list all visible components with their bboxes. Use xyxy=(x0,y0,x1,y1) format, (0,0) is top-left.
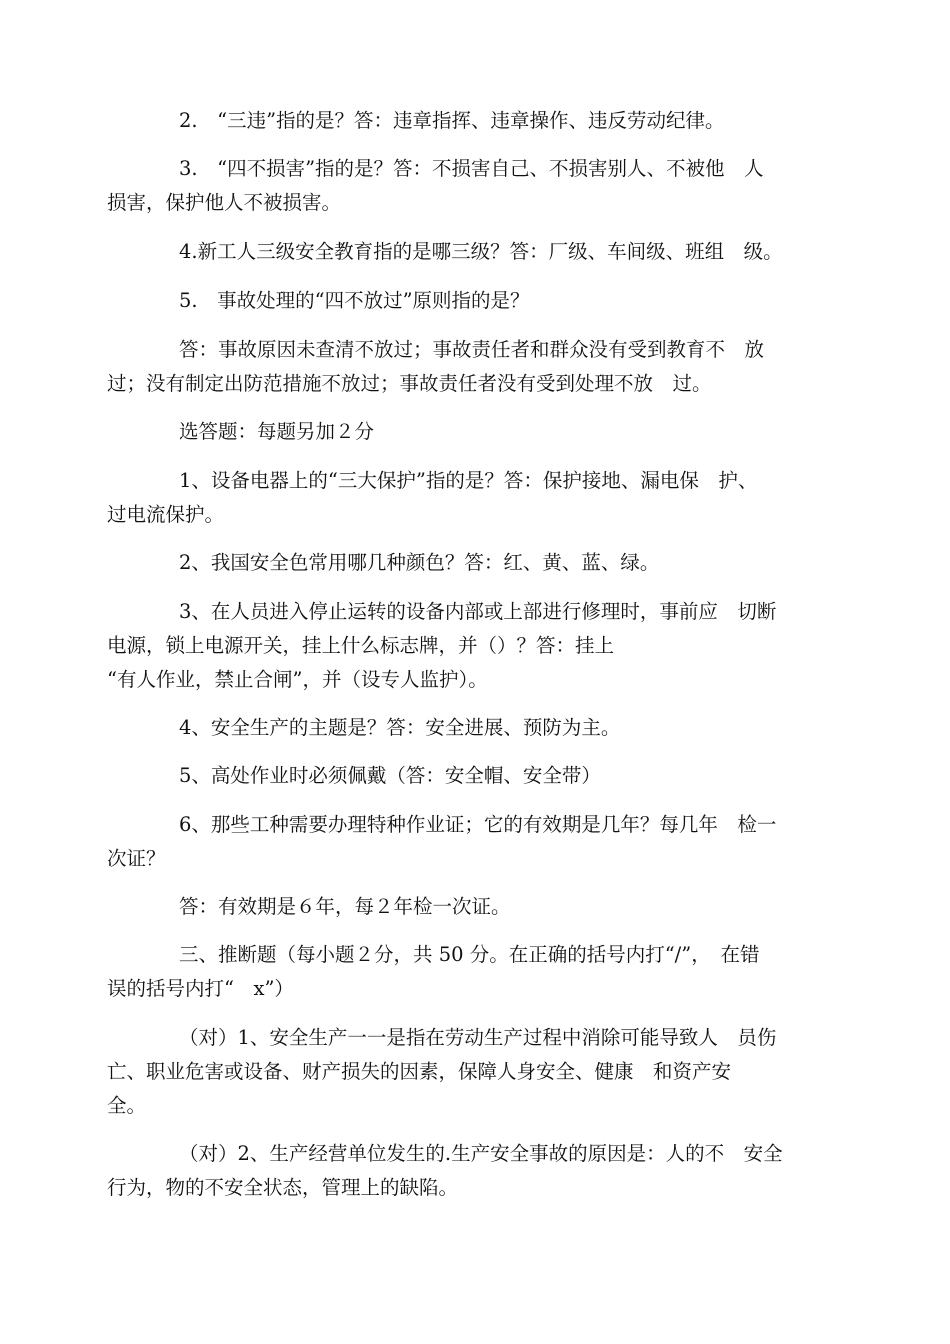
paragraph-line: 三、推断题（每小题２分，共 50 分。在正确的括号内打“/”， 在错 xyxy=(179,943,760,966)
paragraph-16 xyxy=(107,1137,833,1205)
paragraph-line: 6、那些工种需要办理特种作业证；它的有效期是几年？每几年 检一 xyxy=(179,813,777,836)
paragraph-12 xyxy=(107,808,833,876)
paragraph-line: “有人作业，禁止合闸”，并（设专人监护）。 xyxy=(107,668,488,691)
paragraph-line: 2. “三违”指的是？答：违章指挥、违章操作、违反劳动纪律。 xyxy=(179,109,725,132)
paragraph-line: 全。 xyxy=(107,1094,147,1117)
paragraph-line: 1、设备电器上的“三大保护”指的是？答：保护接地、漏电保 护、 xyxy=(179,469,758,492)
paragraph-line: 2、我国安全色常用哪几种颜色？答：红、黄、蓝、绿。 xyxy=(179,551,660,574)
paragraph-line: 4.新工人三级安全教育指的是哪三级？答：厂级、车间级、班组 级。 xyxy=(179,240,783,263)
paragraph-line: 电源，锁上电源开关，挂上什么标志牌，并（）？答：挂上 xyxy=(107,634,615,657)
paragraph-2 xyxy=(107,152,833,220)
paragraph-line: 3. “四不损害”指的是？答：不损害自己、不损害别人、不被他 人 xyxy=(179,157,764,180)
paragraph-10 xyxy=(143,711,833,745)
paragraph-line: 亡、职业危害或设备、财产损失的因素，保障人身安全、健康 和资产安 xyxy=(107,1060,732,1083)
paragraph-9 xyxy=(107,595,833,697)
paragraph-line: 答：有效期是６年，每２年检一次证。 xyxy=(179,895,511,918)
paragraph-line: 次证？ xyxy=(107,847,166,870)
paragraph-line: 损害，保护他人不被损害。 xyxy=(107,191,342,214)
paragraph-line: 5、高处作业时必须佩戴（答：安全帽、安全带） xyxy=(179,764,601,787)
paragraph-line: 答：事故原因未查清不放过；事故责任者和群众没有受到教育不 放 xyxy=(179,338,765,361)
paragraph-line: 过电流保护。 xyxy=(107,503,225,526)
paragraph-line: 5. 事故处理的“四不放过”原则指的是？ xyxy=(179,289,530,312)
paragraph-8 xyxy=(143,546,833,580)
paragraph-line: （对）2、生产经营单位发生的.生产安全事故的原因是：人的不 安全 xyxy=(179,1142,783,1165)
paragraph-line: 3、在人员进入停止运转的设备内部或上部进行修理时，事前应 切断 xyxy=(179,600,777,623)
paragraph-line: （对）1、安全生产一一是指在劳动生产过程中消除可能导致人 员伤 xyxy=(179,1026,777,1049)
paragraph-15 xyxy=(107,1021,833,1123)
paragraph-7 xyxy=(107,464,833,532)
paragraph-5 xyxy=(107,333,833,401)
paragraph-3 xyxy=(143,235,833,269)
paragraph-14 xyxy=(107,938,833,1006)
paragraph-11 xyxy=(143,759,833,793)
paragraph-6 xyxy=(143,415,833,449)
paragraph-1 xyxy=(143,104,833,138)
paragraph-13 xyxy=(143,890,833,924)
paragraph-line: 行为，物的不安全状态，管理上的缺陷。 xyxy=(107,1176,459,1199)
paragraph-line: 过；没有制定出防范措施不放过；事故责任者没有受到处理不放 过。 xyxy=(107,372,712,395)
paragraph-4 xyxy=(143,284,833,318)
paragraph-line: 误的括号内打“ x”） xyxy=(107,977,294,1000)
paragraph-line: 选答题：每题另加２分 xyxy=(179,420,375,443)
paragraph-line: 4、安全生产的主题是？答：安全进展、预防为主。 xyxy=(179,716,621,739)
